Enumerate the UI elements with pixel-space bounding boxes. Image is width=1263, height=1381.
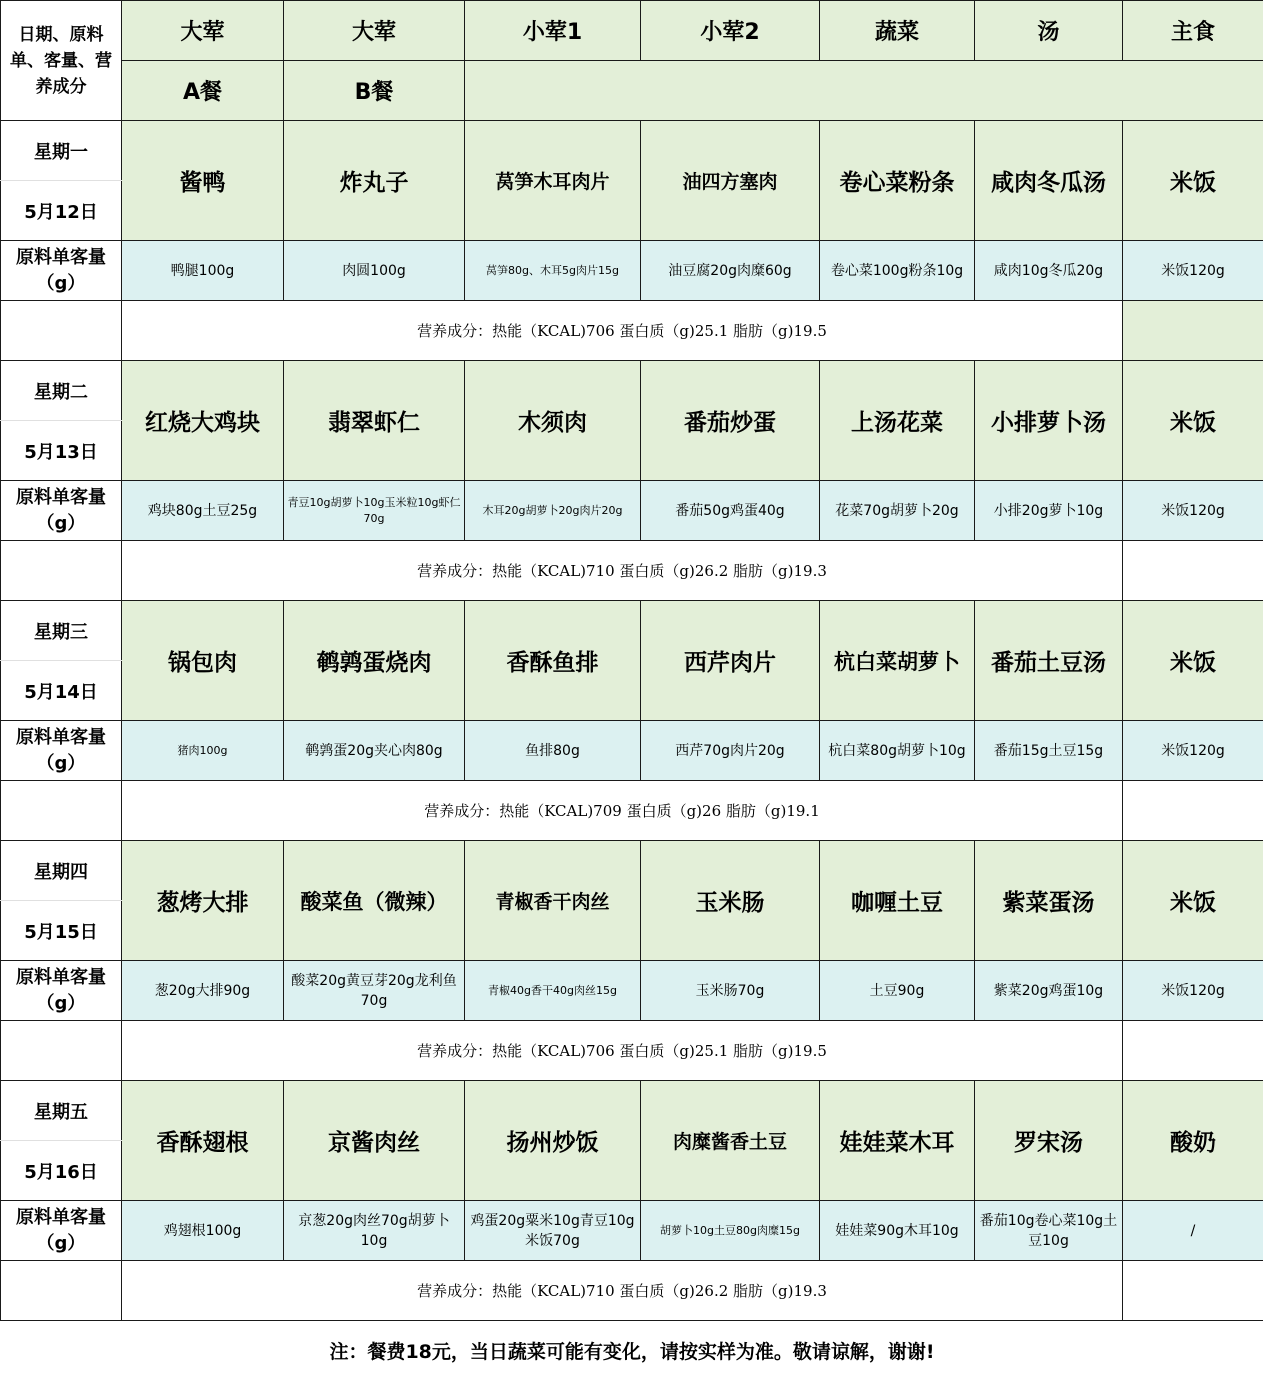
- ingredient-cell: 鹌鹑蛋20g夹心肉80g: [284, 721, 465, 781]
- nutrition-blank: [1123, 541, 1263, 601]
- corner-header: 日期、原料单、客量、营养成分: [1, 1, 122, 121]
- dish-cell: 番茄土豆汤: [975, 601, 1123, 721]
- subheader-row: [1, 61, 1263, 121]
- dish-cell: 鹌鹑蛋烧肉: [284, 601, 465, 721]
- col-header: 大荤: [122, 1, 284, 61]
- nutrition-text: 营养成分：热能（KCAL)709 蛋白质（g)26 脂肪（g)19.1: [122, 781, 1123, 841]
- day-label: 星期三: [1, 601, 122, 661]
- nutrition-label-blank: [1, 1261, 122, 1321]
- nutrition-text: 营养成分：热能（KCAL)710 蛋白质（g)26.2 脂肪（g)19.3: [122, 1261, 1123, 1321]
- ingredient-cell: 鸡块80g土豆25g: [122, 481, 284, 541]
- dish-cell: 红烧大鸡块: [122, 361, 284, 481]
- dish-cell: 锅包肉: [122, 601, 284, 721]
- ingredient-cell: 鱼排80g: [465, 721, 641, 781]
- dish-cell: 罗宋汤: [975, 1081, 1123, 1201]
- nutrition-label-blank: [1, 781, 122, 841]
- day-label: 星期五: [1, 1081, 122, 1141]
- ingredient-cell: 京葱20g肉丝70g胡萝卜10g: [284, 1201, 465, 1261]
- ingredient-cell: /: [1123, 1201, 1263, 1261]
- ingredient-label: 原料单客量（g）: [1, 961, 122, 1021]
- ingredient-cell: 番茄50g鸡蛋40g: [641, 481, 820, 541]
- ingredient-cell: 青豆10g胡萝卜10g玉米粒10g虾仁70g: [284, 481, 465, 541]
- ingredient-cell: 玉米肠70g: [641, 961, 820, 1021]
- col-header: 小荤2: [641, 1, 820, 61]
- dish-cell: 米饭: [1123, 361, 1263, 481]
- subheader-a: A餐: [122, 61, 284, 121]
- ingredient-row: [1, 961, 1263, 1021]
- ingredient-row: [1, 481, 1263, 541]
- day-label: 星期一: [1, 121, 122, 181]
- ingredient-cell: 米饭120g: [1123, 721, 1263, 781]
- day-row: [1, 601, 1263, 661]
- dish-cell: 酸奶: [1123, 1081, 1263, 1201]
- ingredient-cell: 卷心菜100g粉条10g: [820, 241, 975, 301]
- ingredient-cell: 米饭120g: [1123, 241, 1263, 301]
- dish-cell: 西芹肉片: [641, 601, 820, 721]
- dish-cell: 番茄炒蛋: [641, 361, 820, 481]
- ingredient-cell: 葱20g大排90g: [122, 961, 284, 1021]
- nutrition-row: [1, 1261, 1263, 1321]
- dish-cell: 上汤花菜: [820, 361, 975, 481]
- ingredient-cell: 米饭120g: [1123, 481, 1263, 541]
- nutrition-blank: [1123, 1261, 1263, 1321]
- dish-cell: 青椒香干肉丝: [465, 841, 641, 961]
- dish-cell: 卷心菜粉条: [820, 121, 975, 241]
- ingredient-cell: 莴笋80g、木耳5g肉片15g: [465, 241, 641, 301]
- dish-cell: 杭白菜胡萝卜: [820, 601, 975, 721]
- ingredient-cell: 娃娃菜90g木耳10g: [820, 1201, 975, 1261]
- ingredient-cell: 紫菜20g鸡蛋10g: [975, 961, 1123, 1021]
- nutrition-blank: [1123, 301, 1263, 361]
- col-header: 蔬菜: [820, 1, 975, 61]
- nutrition-text: 营养成分：热能（KCAL)710 蛋白质（g)26.2 脂肪（g)19.3: [122, 541, 1123, 601]
- ingredient-cell: 小排20g萝卜10g: [975, 481, 1123, 541]
- nutrition-label-blank: [1, 1021, 122, 1081]
- ingredient-cell: 胡萝卜10g土豆80g肉糜15g: [641, 1201, 820, 1261]
- dish-cell: 葱烤大排: [122, 841, 284, 961]
- ingredient-row: [1, 1201, 1263, 1261]
- ingredient-cell: 土豆90g: [820, 961, 975, 1021]
- dish-cell: 咖喱土豆: [820, 841, 975, 961]
- ingredient-cell: 西芹70g肉片20g: [641, 721, 820, 781]
- nutrition-text: 营养成分：热能（KCAL)706 蛋白质（g)25.1 脂肪（g)19.5: [122, 1021, 1123, 1081]
- ingredient-label: 原料单客量（g）: [1, 721, 122, 781]
- dish-cell: 米饭: [1123, 121, 1263, 241]
- nutrition-text: 营养成分：热能（KCAL)706 蛋白质（g)25.1 脂肪（g)19.5: [122, 301, 1123, 361]
- ingredient-cell: 鸡蛋20g粟米10g青豆10g米饭70g: [465, 1201, 641, 1261]
- ingredient-row: [1, 241, 1263, 301]
- ingredient-label: 原料单客量（g）: [1, 481, 122, 541]
- dish-cell: 炸丸子: [284, 121, 465, 241]
- ingredient-label: 原料单客量（g）: [1, 241, 122, 301]
- day-row: [1, 121, 1263, 181]
- nutrition-label-blank: [1, 541, 122, 601]
- dish-cell: 翡翠虾仁: [284, 361, 465, 481]
- dish-cell: 玉米肠: [641, 841, 820, 961]
- day-label: 星期二: [1, 361, 122, 421]
- date-label: 5月16日: [1, 1141, 122, 1201]
- ingredient-cell: 鸡翅根100g: [122, 1201, 284, 1261]
- dish-cell: 小排萝卜汤: [975, 361, 1123, 481]
- dish-cell: 酱鸭: [122, 121, 284, 241]
- nutrition-row: [1, 541, 1263, 601]
- day-row: [1, 1081, 1263, 1141]
- dish-cell: 香酥鱼排: [465, 601, 641, 721]
- nutrition-label-blank: [1, 301, 122, 361]
- ingredient-cell: 咸肉10g冬瓜20g: [975, 241, 1123, 301]
- ingredient-cell: 肉圆100g: [284, 241, 465, 301]
- ingredient-cell: 猪肉100g: [122, 721, 284, 781]
- dish-cell: 油四方塞肉: [641, 121, 820, 241]
- dish-cell: 扬州炒饭: [465, 1081, 641, 1201]
- ingredient-cell: 番茄15g土豆15g: [975, 721, 1123, 781]
- date-label: 5月14日: [1, 661, 122, 721]
- dish-cell: 米饭: [1123, 601, 1263, 721]
- dish-cell: 肉糜酱香土豆: [641, 1081, 820, 1201]
- dish-cell: 莴笋木耳肉片: [465, 121, 641, 241]
- nutrition-blank: [1123, 1021, 1263, 1081]
- ingredient-cell: 青椒40g香干40g肉丝15g: [465, 961, 641, 1021]
- ingredient-cell: 杭白菜80g胡萝卜10g: [820, 721, 975, 781]
- subheader-b: B餐: [284, 61, 465, 121]
- ingredient-cell: 鸭腿100g: [122, 241, 284, 301]
- nutrition-row: [1, 301, 1263, 361]
- dish-cell: 米饭: [1123, 841, 1263, 961]
- dish-cell: 京酱肉丝: [284, 1081, 465, 1201]
- ingredient-cell: 酸菜20g黄豆芽20g龙利鱼70g: [284, 961, 465, 1021]
- col-header: 汤: [975, 1, 1123, 61]
- ingredient-cell: 木耳20g胡萝卜20g肉片20g: [465, 481, 641, 541]
- dish-cell: 酸菜鱼（微辣）: [284, 841, 465, 961]
- header-row: [1, 1, 1263, 61]
- day-row: [1, 361, 1263, 421]
- day-row: [1, 841, 1263, 901]
- ingredient-label: 原料单客量（g）: [1, 1201, 122, 1261]
- ingredient-cell: 番茄10g卷心菜10g土豆10g: [975, 1201, 1123, 1261]
- col-header: 大荤: [284, 1, 465, 61]
- dish-cell: 咸肉冬瓜汤: [975, 121, 1123, 241]
- ingredient-cell: 米饭120g: [1123, 961, 1263, 1021]
- date-label: 5月12日: [1, 181, 122, 241]
- nutrition-row: [1, 781, 1263, 841]
- day-label: 星期四: [1, 841, 122, 901]
- date-label: 5月15日: [1, 901, 122, 961]
- col-header: 主食: [1123, 1, 1263, 61]
- col-header: 小荤1: [465, 1, 641, 61]
- dish-cell: 木须肉: [465, 361, 641, 481]
- dish-cell: 紫菜蛋汤: [975, 841, 1123, 961]
- date-label: 5月13日: [1, 421, 122, 481]
- dish-cell: 香酥翅根: [122, 1081, 284, 1201]
- ingredient-cell: 油豆腐20g肉糜60g: [641, 241, 820, 301]
- footer-note: 注：餐费18元，当日蔬菜可能有变化，请按实样为准。敬请谅解，谢谢!: [1, 1321, 1263, 1381]
- nutrition-blank: [1123, 781, 1263, 841]
- ingredient-cell: 花菜70g胡萝卜20g: [820, 481, 975, 541]
- ingredient-row: [1, 721, 1263, 781]
- nutrition-row: [1, 1021, 1263, 1081]
- subheader-blank: [465, 61, 1263, 121]
- dish-cell: 娃娃菜木耳: [820, 1081, 975, 1201]
